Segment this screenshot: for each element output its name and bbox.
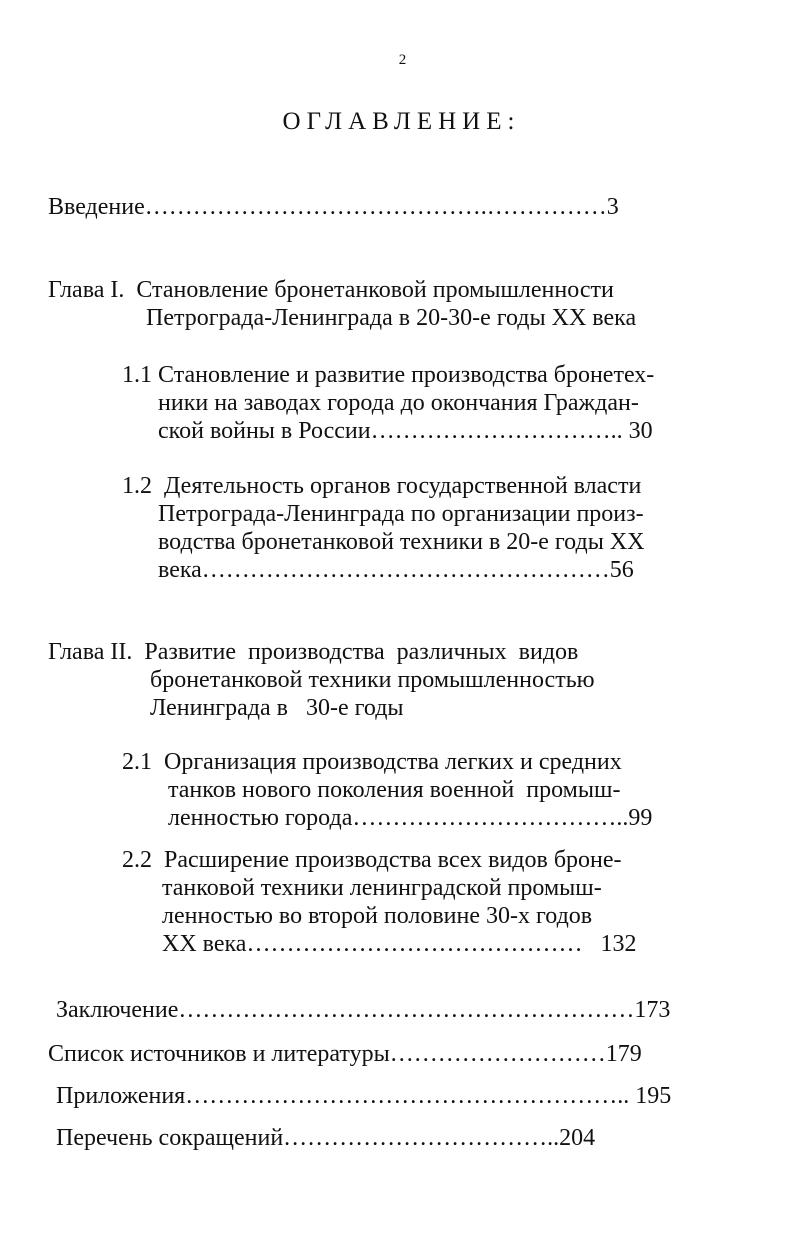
toc-chapter-2-line-2: бронетанковой техники промышленностью bbox=[150, 667, 595, 693]
toc-entry-introduction: Введение…………………………………….……………3 bbox=[48, 194, 619, 220]
toc-entry-conclusion: Заключение…………………………………………………173 bbox=[56, 997, 671, 1023]
toc-entry-appendices: Приложения……………………………………………….. 195 bbox=[56, 1083, 672, 1109]
toc-section-2-2-line-1: 2.2 Расширение производства всех видов броне- bbox=[122, 847, 622, 873]
toc-section-1-2-line-2: Петрограда-Ленинграда по организации произ- bbox=[158, 501, 644, 527]
toc-section-1-1-line-2: ники на заводах города до окончания Граждан- bbox=[158, 390, 639, 416]
toc-chapter-2-line-1: Глава II. Развитие производства различных видов bbox=[48, 639, 579, 665]
toc-section-2-2-line-2: танковой техники ленинградской промыш- bbox=[162, 875, 602, 901]
toc-section-1-2-line-4: века……………………………………………56 bbox=[158, 557, 634, 583]
toc-section-1-1-line-3: ской войны в России………………………….. 30 bbox=[158, 418, 653, 444]
toc-section-1-1-line-1: 1.1 Становление и развитие производства бронетех- bbox=[122, 362, 655, 388]
table-of-contents-heading: ОГЛАВЛЕНИЕ: bbox=[282, 108, 521, 135]
toc-section-2-1-line-3: ленностью города……………………………..99 bbox=[168, 805, 653, 831]
toc-section-2-2-line-3: ленностью во второй половине 30-х годов bbox=[162, 903, 593, 929]
toc-section-1-2-line-3: водства бронетанковой техники в 20-е годы XX bbox=[158, 529, 645, 555]
toc-section-2-1-line-1: 2.1 Организация производства легких и средних bbox=[122, 749, 622, 775]
page-number: 2 bbox=[398, 52, 407, 68]
toc-section-2-1-line-2: танков нового поколения военной промыш- bbox=[168, 777, 621, 803]
toc-chapter-1-line-2: Петрограда-Ленинграда в 20-30-е годы XX века bbox=[146, 305, 637, 331]
toc-chapter-2-line-3: Ленинграда в 30-е годы bbox=[150, 695, 404, 721]
toc-section-2-2-line-4: XX века…………………………………… 132 bbox=[162, 931, 637, 957]
toc-entry-abbreviations: Перечень сокращений……………………………..204 bbox=[56, 1125, 596, 1151]
toc-section-1-2-line-1: 1.2 Деятельность органов государственной власти bbox=[122, 473, 642, 499]
toc-chapter-1-line-1: Глава I. Становление бронетанковой промышленности bbox=[48, 277, 614, 303]
toc-entry-sources: Список источников и литературы………………………179 bbox=[48, 1041, 642, 1067]
